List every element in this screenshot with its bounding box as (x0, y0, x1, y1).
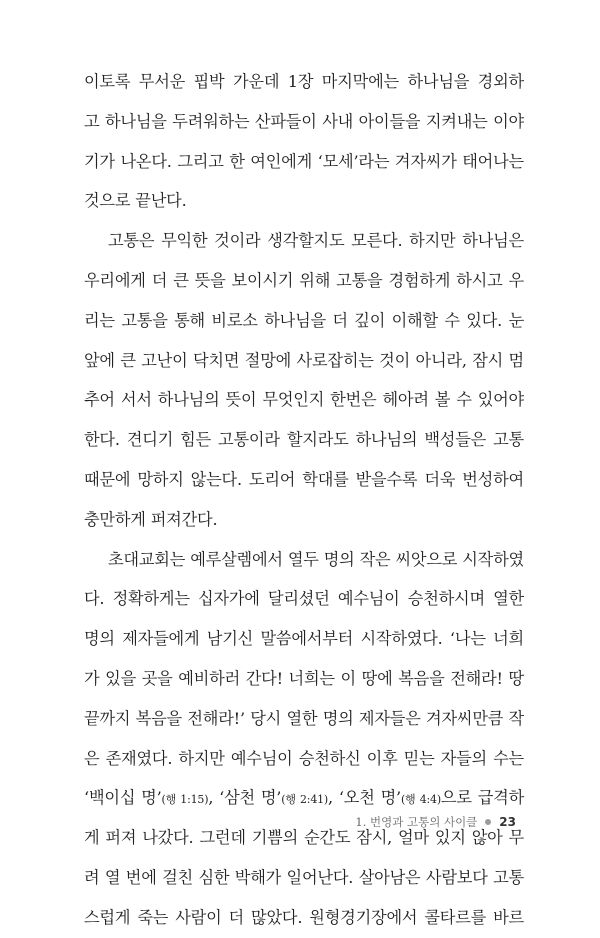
text-segment: ‘백이십 명’ (84, 788, 162, 808)
text-line: 다. 정확하게는 십자가에 달리셨던 예수님이 승천하시며 열한 (84, 589, 524, 609)
page-footer (355, 814, 516, 830)
citation: (행 2:41) (281, 793, 329, 807)
text-line: 리는 고통을 통해 비로소 하나님을 더 깊이 이해할 수 있다. 눈 (84, 310, 524, 330)
text-line-with-citations (84, 778, 524, 818)
text-line: 스럽게 죽는 사람이 더 많았다. 원형경기장에서 콜타르를 바르 (84, 907, 524, 927)
text-segment: , ‘오천 명’ (328, 788, 401, 808)
text-line: 기가 나온다. 그리고 한 여인에게 ‘모세’라는 겨자씨가 태어나는 (84, 151, 524, 171)
text-line: 게 퍼져 나갔다. 그런데 기쁨의 순간도 잠시, 얼마 있지 않아 무 (84, 828, 524, 848)
text-line: 고통은 무익한 것이라 생각할지도 모른다. 하지만 하나님은 (108, 231, 524, 251)
separator-dot-icon (485, 819, 491, 825)
text-line: 초대교회는 예루살렘에서 열두 명의 작은 씨앗으로 시작하였 (108, 549, 524, 569)
text-line: 가 있을 곳을 예비하러 간다! 너희는 이 땅에 복음을 전해라! 땅 (84, 668, 524, 688)
page-number: 23 (499, 815, 516, 829)
text-line: 앞에 큰 고난이 닥치면 절망에 사로잡히는 것이 아니라, 잠시 멈 (84, 350, 524, 370)
text-line: 이토록 무서운 핍박 가운데 1장 마지막에는 하나님을 경외하 (84, 72, 524, 91)
text-line: 끝까지 복음을 전해라!’ 당시 열한 명의 제자들은 겨자씨만큼 작 (84, 708, 524, 728)
body-text (84, 62, 524, 938)
text-line: 명의 제자들에게 남기신 말씀에서부터 시작하였다. ‘나는 너희 (84, 629, 524, 649)
text-line: 려 열 번에 걸친 심한 박해가 일어난다. 살아남은 사람보다 고통 (84, 867, 524, 887)
text-line: 우리에게 더 큰 뜻을 보이시기 위해 고통을 경험하게 하시고 우 (84, 270, 524, 290)
text-line: 것으로 끝난다. (84, 191, 187, 211)
chapter-title: 1. 번영과 고통의 사이클 (355, 815, 478, 829)
text-line: 충만하게 퍼져간다. (84, 509, 218, 529)
text-line: 고 하나님을 두려워하는 산파들이 사내 아이들을 지켜내는 이야 (84, 111, 524, 131)
citation: (행 1:15) (161, 793, 209, 807)
citation: (행 4:4) (400, 793, 441, 807)
text-segment: 으로 급격하 (440, 788, 525, 808)
text-line: 추어 서서 하나님의 뜻이 무엇인지 한번은 헤아려 볼 수 있어야 (84, 390, 524, 410)
text-line: 때문에 망하지 않는다. 도리어 학대를 받을수록 더욱 번성하여 (84, 469, 524, 489)
text-line: 한다. 견디기 힘든 고통이라 할지라도 하나님의 백성들은 고통 (84, 430, 524, 450)
text-line: 은 존재였다. 하지만 예수님이 승천하신 이후 믿는 자들의 수는 (84, 748, 524, 768)
text-segment: , ‘삼천 명’ (208, 788, 282, 808)
